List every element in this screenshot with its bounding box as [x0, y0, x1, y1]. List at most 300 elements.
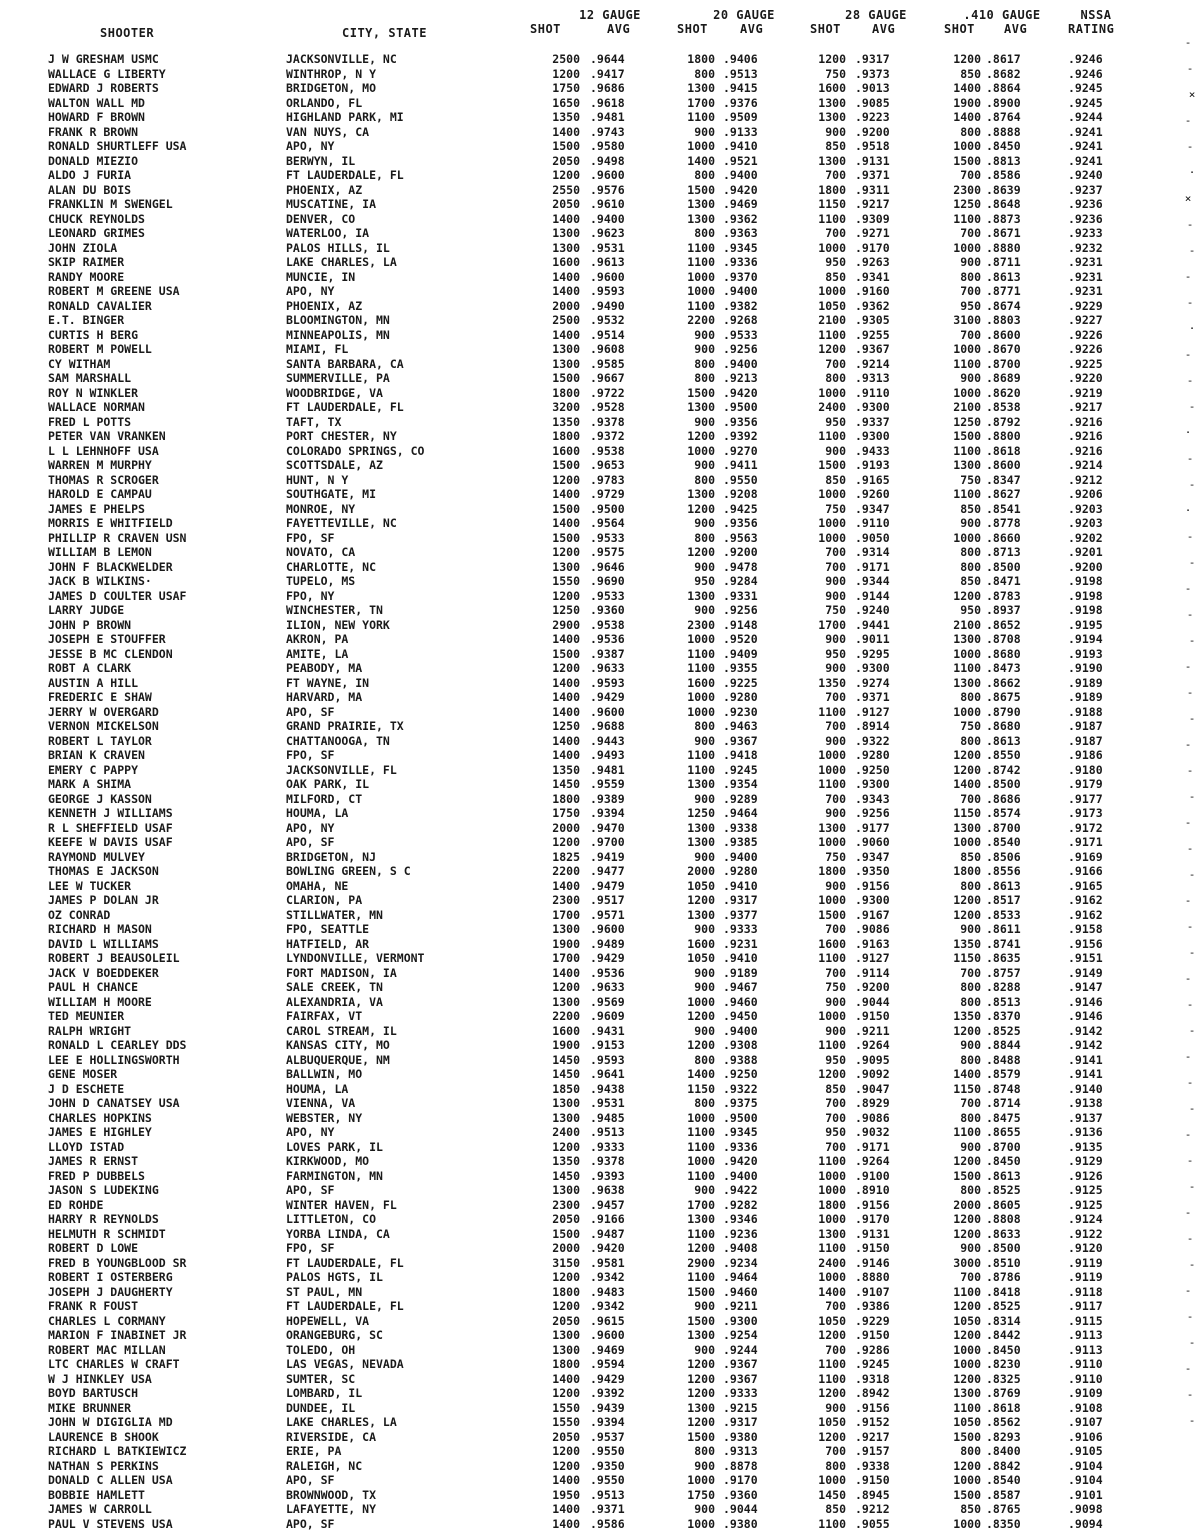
city-state: APO, SF [286, 1473, 335, 1487]
shooter-name: WALLACE G LIBERTY [48, 66, 166, 81]
nssa-rating: .9227 [1068, 313, 1103, 327]
g12-avg: .9378 [590, 414, 625, 429]
g410-avg: .8618 [986, 443, 1021, 458]
g20-avg: .9284 [723, 574, 758, 588]
table-row [0, 821, 1200, 836]
g410-shot: 1300 [953, 458, 981, 472]
g12-avg: .9485 [590, 1110, 625, 1125]
g20-avg: .9345 [723, 240, 758, 255]
g410-avg: .8670 [986, 342, 1021, 356]
shooter-name: FRED B YOUNGBLOOD SR [48, 1255, 187, 1270]
shooter-name: RANDY MOORE [48, 269, 125, 284]
g28-shot: 1600 [818, 936, 846, 951]
shooter-name: KENNETH J WILLIAMS [48, 806, 173, 820]
g12-avg: .9623 [590, 226, 625, 240]
margin-mark: - [1186, 1154, 1194, 1167]
g410-shot: 800 [960, 733, 981, 748]
nssa-rating: .9110 [1068, 1371, 1103, 1386]
shooter-name: ROBERT I OSTERBERG [48, 1270, 173, 1284]
g12-avg: .9350 [590, 1458, 625, 1473]
g20-avg: .9308 [723, 1038, 758, 1052]
g410-shot: 850 [960, 66, 981, 81]
g28-avg: .9165 [855, 472, 890, 487]
g410-shot: 1000 [953, 139, 981, 153]
g28-shot: 1100 [818, 951, 846, 965]
g410-shot: 1800 [953, 864, 981, 878]
margin-mark: - [1186, 608, 1194, 621]
g410-shot: 1150 [953, 1081, 981, 1096]
g28-avg: .9095 [855, 1052, 890, 1067]
g20-avg: .9270 [723, 443, 758, 458]
city-state: ORLANDO, FL [286, 95, 363, 110]
g410-shot: 800 [960, 994, 981, 1009]
city-state: RALEIGH, NC [286, 1458, 363, 1473]
table-row [0, 110, 1200, 125]
city-state: BRIDGETON, NJ [286, 849, 377, 864]
g12-shot: 2500 [552, 52, 580, 66]
g20-shot: 1500 [687, 1284, 715, 1299]
g12-shot: 1600 [552, 1023, 580, 1038]
g28-shot: 1100 [818, 211, 846, 226]
city-state: HATFIELD, AR [286, 936, 370, 951]
g410-shot: 850 [960, 849, 981, 864]
g28-shot: 1000 [818, 284, 846, 298]
g20-shot: 1500 [687, 1313, 715, 1328]
g20-shot: 1000 [687, 994, 715, 1009]
g410-avg: .8769 [986, 1386, 1021, 1400]
g28-shot: 1100 [818, 1371, 846, 1386]
g28-shot: 750 [825, 980, 846, 994]
city-state: ALBUQUERQUE, NM [286, 1052, 390, 1067]
g410-avg: .8689 [986, 371, 1021, 385]
g12-avg: .9477 [590, 864, 625, 878]
g12-shot: 1300 [552, 1342, 580, 1357]
g28-shot: 700 [825, 545, 846, 559]
shooter-name: JAMES W CARROLL [48, 1502, 152, 1516]
g12-avg: .9528 [590, 400, 625, 414]
g410-avg: .8500 [986, 559, 1021, 574]
g28-avg: .9367 [855, 342, 890, 356]
city-state: GRAND PRAIRIE, TX [286, 719, 404, 733]
city-state: TUPELO, MS [286, 574, 356, 588]
g28-avg: .9152 [855, 1415, 890, 1429]
g12-shot: 1350 [552, 414, 580, 429]
g410-shot: 700 [960, 284, 981, 298]
g410-avg: .8803 [986, 313, 1021, 327]
g12-shot: 1200 [552, 168, 580, 182]
g12-shot: 1400 [552, 704, 580, 719]
g20-shot: 1300 [687, 835, 715, 849]
g28-shot: 750 [825, 501, 846, 516]
g410-avg: .8618 [986, 1400, 1021, 1415]
g20-avg: .9336 [723, 1139, 758, 1154]
shooter-name: LEONARD GRIMES [48, 226, 145, 240]
g12-avg: .9489 [590, 936, 625, 951]
g28-shot: 1300 [818, 820, 846, 835]
g20-shot: 900 [694, 922, 715, 936]
nssa-rating: .9147 [1068, 980, 1103, 994]
g28-shot: 1000 [818, 1009, 846, 1023]
g20-avg: .9355 [723, 661, 758, 675]
g410-avg: .8700 [986, 1139, 1021, 1154]
g28-avg: .9013 [855, 81, 890, 95]
table-row [0, 835, 1200, 850]
g410-avg: .8605 [986, 1197, 1021, 1212]
city-state: MILFORD, CT [286, 791, 363, 806]
header-12-gauge: 12 GAUGE [579, 8, 641, 22]
city-state: FPO, SEATTLE [286, 922, 370, 936]
g410-avg: .8488 [986, 1052, 1021, 1067]
shooter-name: JACK V BOEDDEKER [48, 965, 159, 980]
g20-shot: 900 [694, 458, 715, 472]
g20-avg: .9254 [723, 1328, 758, 1342]
g28-shot: 2400 [818, 400, 846, 414]
g20-avg: .9360 [723, 1487, 758, 1502]
table-row [0, 67, 1200, 82]
g20-shot: 1000 [687, 1516, 715, 1531]
g410-avg: .8808 [986, 1212, 1021, 1226]
nssa-rating: .9200 [1068, 559, 1103, 574]
g12-avg: .9569 [590, 994, 625, 1009]
g12-shot: 1400 [552, 516, 580, 530]
table-row [0, 52, 1200, 67]
g28-shot: 950 [825, 1125, 846, 1139]
g12-avg: .9498 [590, 153, 625, 168]
g410-shot: 1200 [953, 1154, 981, 1168]
nssa-rating: .9236 [1068, 197, 1103, 211]
g28-shot: 700 [825, 1342, 846, 1357]
g410-shot: 1150 [953, 806, 981, 820]
shooter-name: VERNON MICKELSON [48, 719, 159, 733]
city-state: SUMTER, SC [286, 1371, 356, 1386]
margin-mark: - [1186, 530, 1194, 543]
shooter-name: THOMAS R SCROGER [48, 472, 159, 487]
nssa-rating: .9109 [1068, 1386, 1103, 1400]
g410-avg: .8533 [986, 907, 1021, 922]
g28-avg: .9433 [855, 443, 890, 458]
g20-shot: 1200 [687, 1009, 715, 1023]
g12-avg: .9342 [590, 1270, 625, 1284]
city-state: FPO, NY [286, 588, 335, 603]
header-12-avg: AVG [607, 22, 631, 36]
g20-shot: 1100 [687, 240, 715, 255]
margin-mark: · [1184, 426, 1192, 439]
g410-avg: .8471 [986, 574, 1021, 588]
g410-shot: 2300 [953, 182, 981, 197]
header-28-shot: SHOT [810, 22, 841, 36]
g12-avg: .9729 [590, 487, 625, 501]
g410-avg: .8314 [986, 1313, 1021, 1328]
nssa-rating: .9246 [1068, 66, 1103, 81]
g12-avg: .9360 [590, 603, 625, 617]
g12-shot: 1450 [552, 1168, 580, 1183]
city-state: FORT MADISON, IA [286, 965, 397, 980]
g410-avg: .8655 [986, 1125, 1021, 1139]
g410-shot: 1200 [953, 748, 981, 762]
margin-mark: - [1184, 894, 1192, 907]
shooter-name: WALLACE NORMAN [48, 400, 145, 414]
g12-shot: 1500 [552, 646, 580, 661]
shooter-name: JAMES R ERNST [48, 1154, 139, 1168]
g12-shot: 1550 [552, 1415, 580, 1429]
g20-avg: .9550 [723, 472, 758, 487]
g410-shot: 800 [960, 878, 981, 893]
city-state: FPO, SF [286, 530, 335, 545]
margin-mark: - [1184, 582, 1192, 595]
city-state: FT LAUDERDALE, FL [286, 168, 404, 182]
g12-avg: .9378 [590, 1154, 625, 1168]
table-row [0, 487, 1200, 502]
g12-avg: .9571 [590, 907, 625, 922]
g28-shot: 750 [825, 66, 846, 81]
g12-avg: .9600 [590, 704, 625, 719]
g410-shot: 750 [960, 719, 981, 733]
table-row [0, 951, 1200, 966]
nssa-rating: .9226 [1068, 327, 1103, 342]
g410-shot: 1300 [953, 632, 981, 646]
g410-avg: .8506 [986, 849, 1021, 864]
g12-shot: 1500 [552, 530, 580, 545]
g12-shot: 1300 [552, 356, 580, 371]
city-state: FAYETTEVILLE, NC [286, 516, 397, 530]
g410-shot: 850 [960, 1502, 981, 1516]
g12-avg: .9443 [590, 733, 625, 748]
city-state: PALOS HILLS, IL [286, 240, 390, 255]
g410-shot: 1000 [953, 1342, 981, 1357]
table-row [0, 922, 1200, 937]
margin-mark: - [1186, 452, 1194, 465]
g28-avg: .9150 [855, 1328, 890, 1342]
shooter-name: LAURENCE B SHOOK [48, 1429, 159, 1444]
city-state: STILLWATER, MN [286, 907, 383, 922]
g12-avg: .9487 [590, 1226, 625, 1241]
g20-shot: 800 [694, 472, 715, 487]
g12-shot: 1200 [552, 1458, 580, 1473]
g410-avg: .8350 [986, 1516, 1021, 1531]
nssa-rating: .9142 [1068, 1038, 1103, 1052]
g28-avg: .9309 [855, 211, 890, 226]
g12-shot: 2050 [552, 197, 580, 211]
nssa-rating: .9140 [1068, 1081, 1103, 1096]
g28-avg: .9300 [855, 661, 890, 675]
city-state: HIGHLAND PARK, MI [286, 110, 404, 124]
g410-avg: .8639 [986, 182, 1021, 197]
g28-shot: 1000 [818, 1183, 846, 1197]
g28-avg: .9131 [855, 1226, 890, 1241]
g410-avg: .8813 [986, 153, 1021, 168]
g28-shot: 750 [825, 849, 846, 864]
g410-shot: 1000 [953, 1357, 981, 1371]
nssa-rating: .9246 [1068, 52, 1103, 66]
table-row [0, 371, 1200, 386]
g12-shot: 1500 [552, 501, 580, 516]
g20-avg: .9422 [723, 1183, 758, 1197]
g20-avg: .9236 [723, 1226, 758, 1241]
g12-avg: .9559 [590, 777, 625, 791]
g20-avg: .9317 [723, 893, 758, 907]
city-state: MINNEAPOLIS, MN [286, 327, 390, 342]
g12-avg: .9609 [590, 1009, 625, 1023]
g28-avg: .9156 [855, 1400, 890, 1415]
g410-shot: 1300 [953, 675, 981, 690]
g12-shot: 2200 [552, 1009, 580, 1023]
g410-avg: .8517 [986, 893, 1021, 907]
shooter-name: LTC CHARLES W CRAFT [48, 1357, 180, 1371]
g20-shot: 800 [694, 356, 715, 371]
g20-avg: .9420 [723, 182, 758, 197]
g28-avg: .9127 [855, 951, 890, 965]
g28-shot: 700 [825, 690, 846, 704]
shooter-name: THOMAS E JACKSON [48, 864, 159, 878]
g20-avg: .9289 [723, 791, 758, 806]
g28-avg: .9271 [855, 226, 890, 240]
g12-avg: .9646 [590, 559, 625, 574]
g28-shot: 950 [825, 1052, 846, 1067]
g410-avg: .8888 [986, 124, 1021, 139]
nssa-rating: .9219 [1068, 385, 1103, 400]
g28-shot: 850 [825, 1502, 846, 1516]
g20-shot: 800 [694, 371, 715, 385]
g12-avg: .9419 [590, 849, 625, 864]
g12-avg: .9513 [590, 1487, 625, 1502]
table-row [0, 1038, 1200, 1053]
shooter-name: PAUL V STEVENS USA [48, 1516, 173, 1531]
g410-shot: 1300 [953, 1386, 981, 1400]
g410-shot: 900 [960, 922, 981, 936]
city-state: APO, NY [286, 139, 335, 153]
g410-shot: 1400 [953, 1067, 981, 1081]
g12-avg: .9389 [590, 791, 625, 806]
city-state: DENVER, CO [286, 211, 356, 226]
g28-avg: .9317 [855, 52, 890, 66]
g12-avg: .9500 [590, 501, 625, 516]
table-row [0, 1299, 1200, 1314]
g20-shot: 900 [694, 516, 715, 530]
shooter-name: HELMUTH R SCHMIDT [48, 1226, 166, 1241]
table-row [0, 429, 1200, 444]
table-row [0, 1517, 1200, 1532]
g410-avg: .8347 [986, 472, 1021, 487]
city-state: ORANGEBURG, SC [286, 1328, 383, 1342]
city-state: HARVARD, MA [286, 690, 363, 704]
g12-avg: .9514 [590, 327, 625, 342]
g28-shot: 1100 [818, 429, 846, 443]
g20-avg: .9215 [723, 1400, 758, 1415]
g28-shot: 1500 [818, 458, 846, 472]
g12-avg: .9438 [590, 1081, 625, 1096]
g28-avg: .9085 [855, 95, 890, 110]
g20-avg: .9533 [723, 327, 758, 342]
g12-shot: 1750 [552, 81, 580, 95]
table-row [0, 313, 1200, 328]
margin-mark: - [1188, 1258, 1196, 1271]
g410-shot: 1350 [953, 1009, 981, 1023]
g20-shot: 1100 [687, 646, 715, 661]
g12-avg: .9700 [590, 835, 625, 849]
city-state: JACKSONVILLE, FL [286, 762, 397, 777]
city-state: FPO, SF [286, 1241, 335, 1255]
g20-avg: .8878 [723, 1458, 758, 1473]
g12-avg: .9429 [590, 690, 625, 704]
g28-shot: 1300 [818, 153, 846, 168]
g12-avg: .9394 [590, 1415, 625, 1429]
g20-shot: 1300 [687, 211, 715, 226]
g410-shot: 900 [960, 516, 981, 530]
nssa-rating: .9173 [1068, 806, 1103, 820]
g28-avg: .9311 [855, 182, 890, 197]
g20-avg: .9268 [723, 313, 758, 327]
g410-shot: 900 [960, 371, 981, 385]
g20-avg: .9211 [723, 1299, 758, 1313]
g410-avg: .8611 [986, 922, 1021, 936]
g410-avg: .8662 [986, 675, 1021, 690]
g20-shot: 1300 [687, 588, 715, 603]
g20-shot: 800 [694, 1444, 715, 1458]
g20-avg: .9415 [723, 81, 758, 95]
margin-mark: - [1184, 114, 1192, 127]
city-state: HOPEWELL, VA [286, 1313, 370, 1328]
g410-avg: .8325 [986, 1371, 1021, 1386]
g410-avg: .8873 [986, 211, 1021, 226]
shooter-name: PAUL H CHANCE [48, 980, 139, 994]
shooter-name: FRED L POTTS [48, 414, 132, 429]
g20-avg: .9469 [723, 197, 758, 211]
g28-avg: .9050 [855, 530, 890, 545]
g28-shot: 700 [825, 1096, 846, 1110]
g28-shot: 1300 [818, 1226, 846, 1241]
g20-shot: 800 [694, 719, 715, 733]
g28-avg: .9344 [855, 574, 890, 588]
g12-shot: 1350 [552, 110, 580, 124]
g28-shot: 1300 [818, 95, 846, 110]
nssa-rating: .9129 [1068, 1154, 1103, 1168]
g410-shot: 2100 [953, 400, 981, 414]
g28-shot: 700 [825, 226, 846, 240]
city-state: ILION, NEW YORK [286, 617, 390, 632]
g28-shot: 900 [825, 661, 846, 675]
g410-avg: .8540 [986, 835, 1021, 849]
shooter-name: CHARLES HOPKINS [48, 1110, 152, 1125]
g20-shot: 1200 [687, 429, 715, 443]
g410-avg: .8230 [986, 1357, 1021, 1371]
table-row [0, 96, 1200, 111]
g410-avg: .8475 [986, 1110, 1021, 1125]
city-state: MIAMI, FL [286, 342, 349, 356]
city-state: HOUMA, LA [286, 1081, 349, 1096]
margin-mark: - [1188, 946, 1196, 959]
city-state: BROWNWOOD, TX [286, 1487, 377, 1502]
g410-avg: .8635 [986, 951, 1021, 965]
g410-avg: .8600 [986, 458, 1021, 472]
header-nssa: NSSA [1080, 8, 1112, 22]
nssa-rating: .9241 [1068, 153, 1103, 168]
g28-shot: 1000 [818, 1473, 846, 1487]
margin-mark: · [1188, 166, 1196, 179]
g12-shot: 1800 [552, 1284, 580, 1299]
table-row [0, 1256, 1200, 1271]
table-row [0, 299, 1200, 314]
g28-avg: .9167 [855, 907, 890, 922]
g20-avg: .9420 [723, 1154, 758, 1168]
g410-avg: .8600 [986, 327, 1021, 342]
g410-shot: 1200 [953, 907, 981, 922]
nssa-rating: .9220 [1068, 371, 1103, 385]
g20-shot: 1600 [687, 675, 715, 690]
shooter-name: JAMES E HIGHLEY [48, 1125, 152, 1139]
g410-shot: 3100 [953, 313, 981, 327]
g12-avg: .9600 [590, 269, 625, 284]
g20-avg: .9133 [723, 124, 758, 139]
